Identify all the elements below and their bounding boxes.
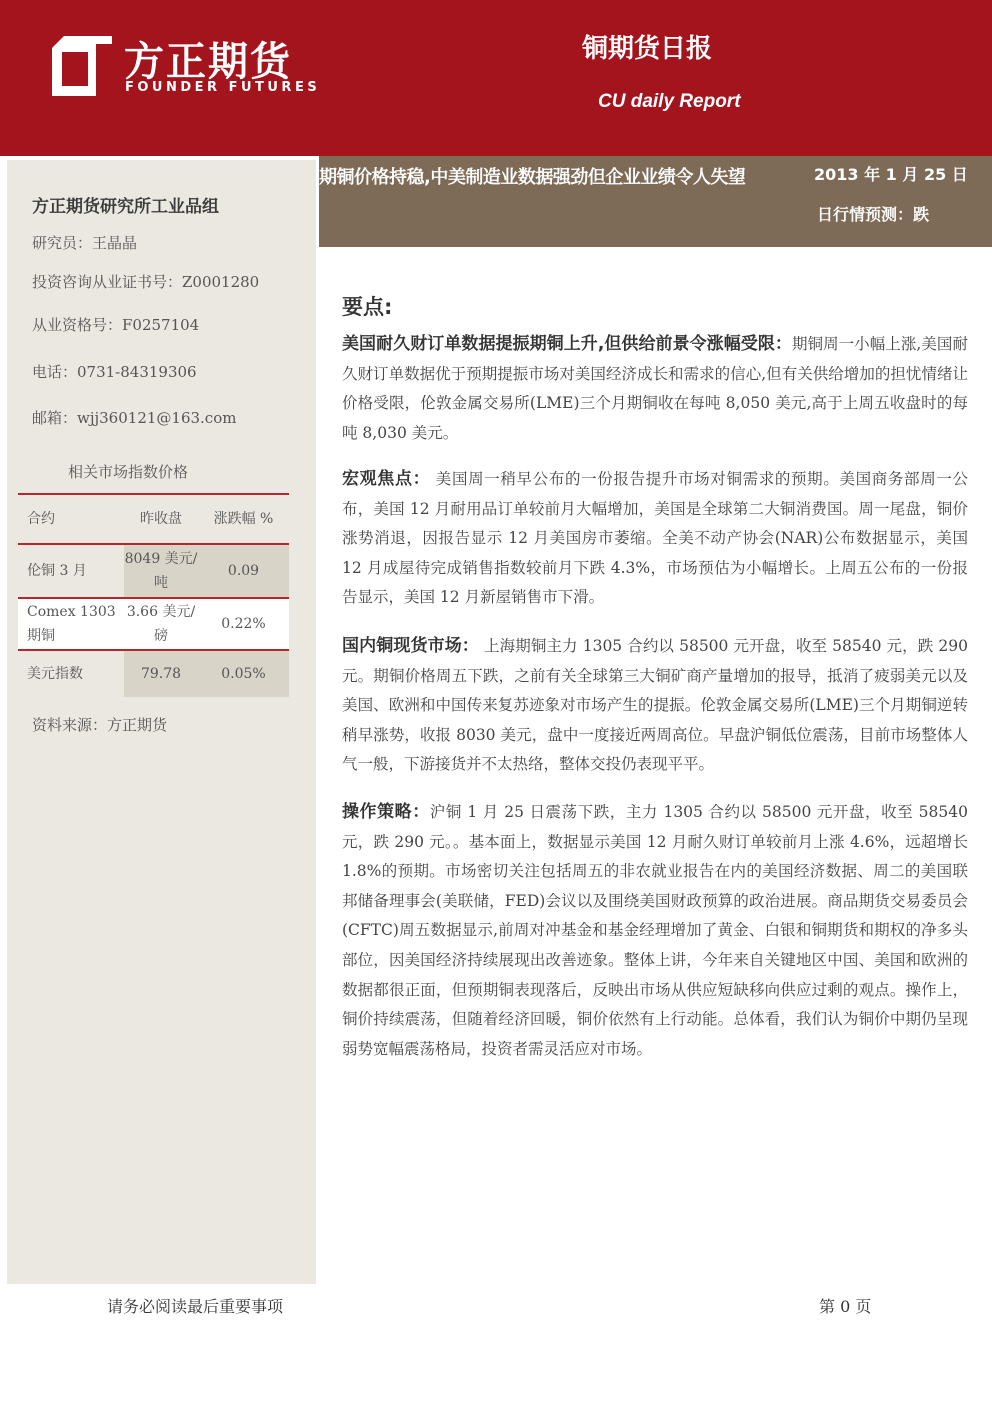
row-contract: 美元指数	[27, 666, 83, 682]
paragraph-domestic-market	[342, 632, 968, 780]
header-change: 涨跌幅 %	[213, 511, 274, 527]
logo-text-cn: 方正期货	[124, 39, 292, 85]
paragraph-text: 上海期铜主力 1305 合约以 58500 元开盘，收至 58540 元，跌 290 元。期铜价格周五下跌，之前有关全球第三大铜矿商产量增加的报导，抵消了疲弱美元以及美国、欧洲和中国传来复苏迹象对市场产生的提振。伦敦金属交易所(LME)三个月期铜逆转稍早涨势，收报 8030 美元，盘中一度接近两周高位。早盘沪铜低位震荡，目前市场整体人气一般，下游接货并不太热络，整体交投仍表现平平。	[342, 637, 969, 774]
table-row	[18, 545, 289, 597]
paragraph-text: 美国周一稍早公布的一份报告提升市场对铜需求的预期。美国商务部周一公布，美国 12 月耐用品订单较前月大幅增加，美国是全球第二大铜消费国。周一尾盘，铜价涨势消退，因报告显示 12 月美国房市萎缩。全美不动产协会(NAR)公布数据显示，美国 12 月成屋待完成销售指数较前月下跌 4.3%，市场预估为小幅增长。上周五公布的一份报告显示，美国 12 月新屋销售市下滑。	[342, 470, 968, 607]
daily-forecast: 日行情预测：跌	[817, 205, 930, 224]
phone: 电话：0731-84319306	[32, 363, 197, 381]
paragraph-text: 沪铜 1 月 25 日震荡下跌，主力 1305 合约以 58500 元开盘，收至 58540 元，跌 290 元。。基本面上，数据显示美国 12 月耐久财订单较前月上涨 4.6%，远超增长 1.8%的预期。市场密切关注包括周五的非农就业报告在内的美国经济数据、周二的美国联邦储备理事会(美联储，FED)会议以及围绕美国财政预算的政治进展。商品期货交易委员会(CFTC)周五数据显示,前周对冲基金和基金经理增加了黄金、白银和铜期货和期权的净多头部位，因美国经济持续展现出改善迹象。整体上讲，今年来自关键地区中国、美国和欧洲的数据都很正面，但预期铜表现落后，反映出市场从供应短缺移向供应过剩的观点。操作上，铜价持续震荡，但随着经济回暖，铜价依然有上行动能。总体看，我们认为铜价中期仍呈现弱势宽幅震荡格局，投资者需灵活应对市场。	[342, 803, 968, 1058]
cert-number: 投资咨询从业证书号：Z0001280	[32, 273, 260, 291]
paragraph-lead: 美国耐久财订单数据提振期铜上升,但供给前景令涨幅受限：	[342, 334, 792, 354]
row-contract: Comex 1303 期铜	[18, 599, 132, 649]
paragraph-key-point	[342, 330, 968, 448]
table-row	[18, 599, 289, 649]
paragraph-text: 期铜周一小幅上涨,美国耐久财订单数据优于预期提振市场对美国经济成长和需求的信心,但有关供给增加的担忧情绪让价格受限，伦敦金属交易所(LME)三个月期铜收在每吨 8,050 美元,高于上周五收盘时的每吨 8,030 美元。	[342, 335, 968, 442]
paragraph-macro	[342, 465, 968, 613]
table-header-row	[18, 495, 289, 543]
founder-logo-icon	[52, 36, 112, 96]
row-change: 0.22%	[198, 599, 289, 649]
report-date: 2013 年 1 月 25 日	[814, 165, 968, 184]
section-title: 要点:	[342, 295, 393, 319]
email: 邮箱：wjj360121@163.com	[32, 409, 237, 427]
header-contract: 合约	[27, 511, 55, 527]
paragraph-lead: 操作策略：	[342, 802, 430, 822]
footer-notice: 请务必阅读最后重要事项	[107, 1297, 284, 1316]
logo-text-en: FOUNDER FUTURES	[125, 80, 321, 95]
page-number: 第 0 页	[819, 1297, 872, 1316]
qualification-number: 从业资格号：F0257104	[32, 316, 200, 334]
market-table-caption: 相关市场指数价格	[68, 463, 189, 481]
row-change: 0.09	[198, 545, 289, 597]
data-source: 资料来源：方正期货	[32, 716, 168, 734]
researcher-name: 研究员：王晶晶	[32, 234, 138, 252]
table-row	[18, 651, 289, 697]
row-prev-close: 79.78	[124, 651, 198, 697]
paragraph-lead: 宏观焦点：	[342, 469, 431, 489]
row-change: 0.05%	[198, 651, 289, 697]
row-prev-close: 3.66 美元/磅	[124, 599, 198, 649]
row-contract: 伦铜 3 月	[27, 563, 87, 579]
headline: 期铜价格持稳,中美制造业数据强劲但企业业绩令人失望	[319, 167, 746, 188]
paragraph-strategy	[342, 798, 968, 1064]
header-banner	[0, 0, 992, 156]
row-prev-close: 8049 美元/吨	[124, 545, 198, 597]
report-subtitle: CU daily Report	[598, 91, 741, 112]
report-title: 铜期货日报	[582, 34, 713, 64]
header-prev-close: 昨收盘	[140, 511, 182, 527]
paragraph-lead: 国内铜现货市场：	[342, 636, 479, 656]
sidebar-org: 方正期货研究所工业品组	[32, 197, 219, 217]
